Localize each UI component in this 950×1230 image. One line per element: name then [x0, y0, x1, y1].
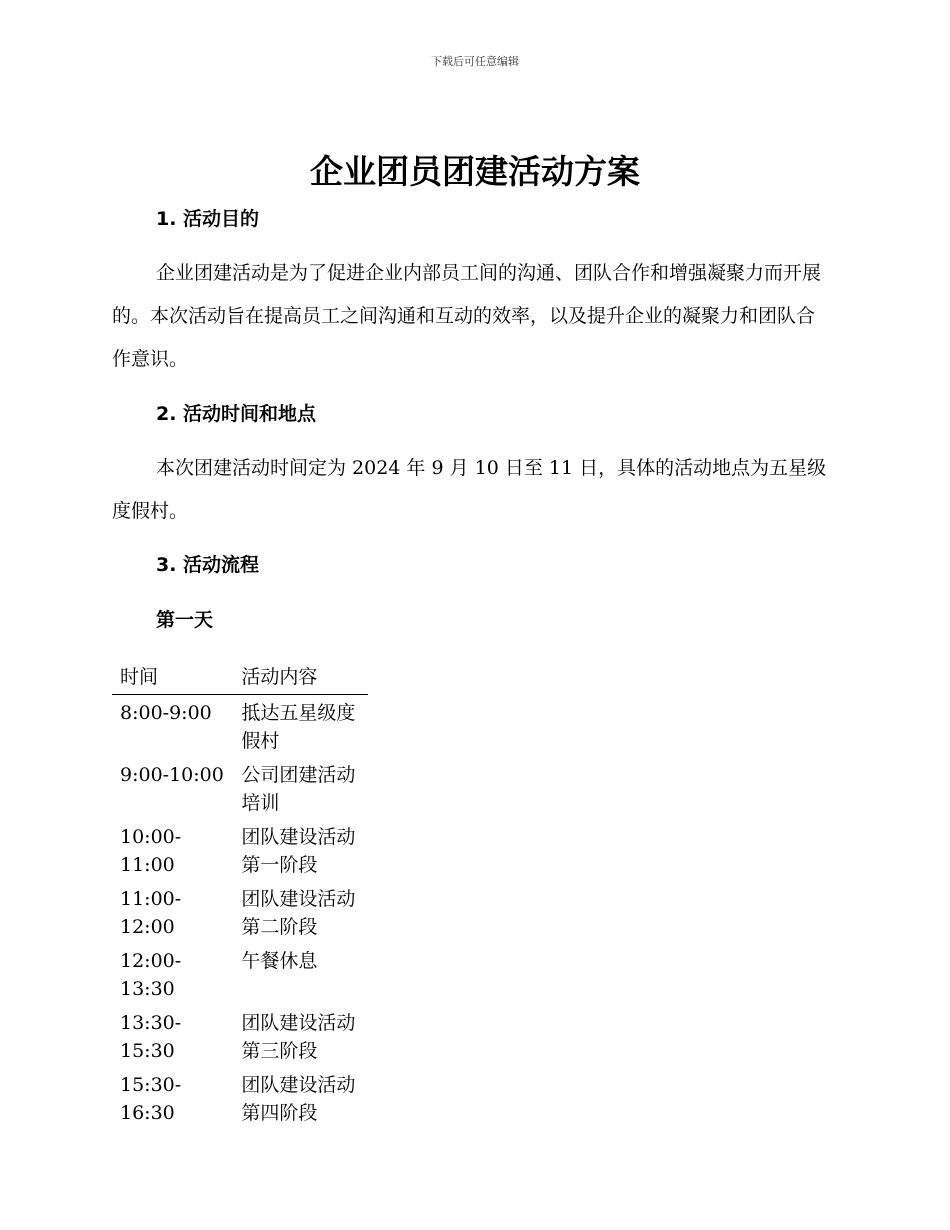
- schedule-activity-cell: 团队建设活动第三阶段: [241, 1012, 356, 1062]
- page-header-note: 下载后可任意编辑: [431, 55, 519, 68]
- schedule-activity-cell: 团队建设活动第二阶段: [241, 888, 356, 938]
- section-heading-time-place: 2. 活动时间和地点: [156, 403, 317, 425]
- table-row: [112, 1067, 368, 1129]
- section-body-purpose: 企业团建活动是为了促进企业内部员工间的沟通、团队合作和增强凝聚力而开展的。本次活动旨在提高员工之间沟通和互动的效率，以及提升企业的凝聚力和团队合作意识。: [112, 262, 822, 370]
- document-title: 企业团员团建活动方案: [310, 152, 640, 191]
- schedule-activity-cell: 抵达五星级度假村: [241, 702, 356, 752]
- schedule-time-cell: 13:30-15:30: [120, 1012, 182, 1062]
- column-header-activity: 活动内容: [233, 661, 368, 695]
- schedule-time-cell: 15:30-16:30: [120, 1074, 182, 1124]
- table-row: [112, 1005, 368, 1067]
- schedule-activity-cell: 团队建设活动第四阶段: [241, 1074, 356, 1124]
- section-heading-purpose: 1. 活动目的: [156, 208, 260, 230]
- schedule-activity-cell: 午餐休息: [241, 950, 318, 972]
- table-row: [112, 695, 368, 758]
- schedule-header-row: [112, 661, 368, 695]
- schedule-time-cell: 9:00-10:00: [120, 764, 224, 786]
- table-row: [112, 943, 368, 1005]
- table-row: [112, 757, 368, 819]
- schedule-time-cell: 11:00-12:00: [120, 888, 182, 938]
- schedule-time-cell: 8:00-9:00: [120, 702, 212, 724]
- table-row: [112, 819, 368, 881]
- schedule-time-cell: 10:00-11:00: [120, 826, 182, 876]
- table-row: [112, 881, 368, 943]
- schedule-activity-cell: 团队建设活动第一阶段: [241, 826, 356, 876]
- section-heading-process: 3. 活动流程: [156, 554, 260, 576]
- schedule-time-cell: 12:00-13:30: [120, 950, 182, 1000]
- column-header-time: 时间: [112, 661, 233, 695]
- section-body-time-place: 本次团建活动时间定为 2024 年 9 月 10 日至 11 日，具体的活动地点为五星级度假村。: [112, 457, 827, 522]
- subheading-day-one: 第一天: [156, 609, 214, 631]
- schedule-activity-cell: 公司团建活动培训: [241, 764, 356, 814]
- schedule-table: [112, 661, 368, 1129]
